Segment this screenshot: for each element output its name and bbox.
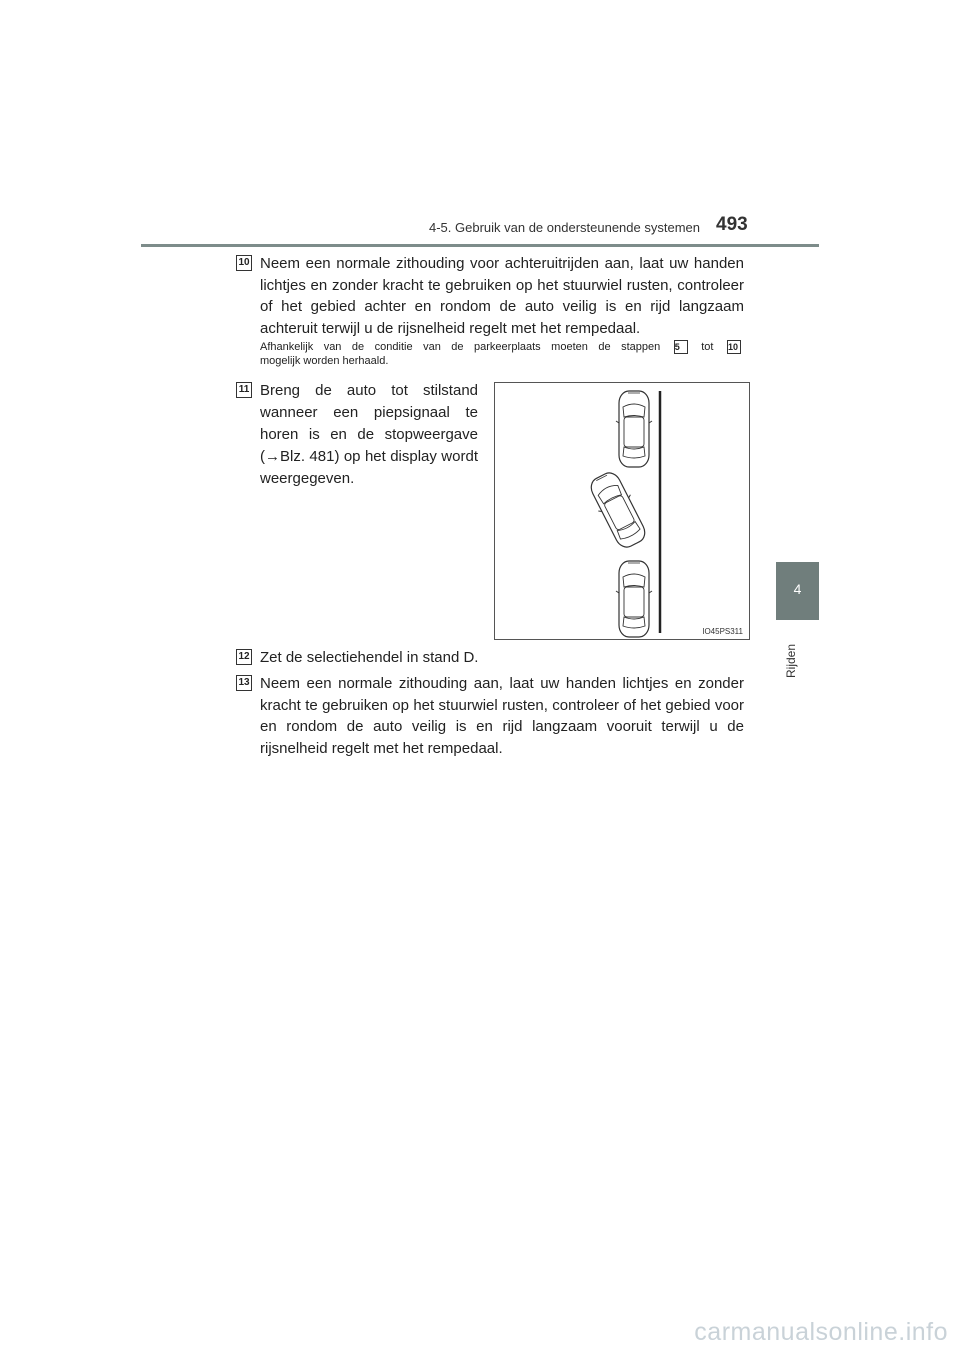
step-badge-11: 11 bbox=[236, 382, 252, 398]
reversing-car bbox=[585, 468, 652, 552]
step-badge-10: 10 bbox=[236, 255, 252, 271]
page-number: 493 bbox=[716, 214, 748, 235]
note-badge-to: 10 bbox=[727, 340, 741, 354]
header-rule bbox=[141, 244, 819, 247]
watermark-text: carmanualsonline.info bbox=[694, 1318, 948, 1346]
note-badge-from: 5 bbox=[674, 340, 688, 354]
header-section-title: 4-5. Gebruik van de ondersteunende systemen bbox=[428, 220, 700, 235]
step-badge-13: 13 bbox=[236, 675, 252, 691]
step-text-13: Neem een normale zithouding aan, laat uw handen lichtjes en zonder kracht te gebruiken op het stuurwiel rusten, controleer of het gebied voor en rondom de auto veilig is en rijd langzaam vooruit terwijl u de rijsnelheid regelt met het rempedaal. bbox=[260, 675, 744, 757]
chapter-label-text: Rijden bbox=[784, 643, 798, 678]
parked-car-front bbox=[616, 391, 652, 467]
step-text-12: Zet de selectiehendel in stand D. bbox=[260, 649, 479, 666]
note-text-mid: tot bbox=[701, 341, 714, 353]
chapter-tab[interactable] bbox=[776, 562, 819, 620]
figure-code: IO45PS311 bbox=[702, 627, 743, 636]
note-text-after: mogelijk worden herhaald. bbox=[260, 355, 389, 368]
step-text-11: Breng de auto tot stilstand wanneer een piepsignaal te horen is en de stopweergave (→Blz. 481) op het display wordt weergegeven. bbox=[260, 382, 478, 487]
chapter-label bbox=[781, 628, 805, 678]
parked-car-rear bbox=[616, 561, 652, 637]
step-text-10: Neem een normale zithouding voor achteruitrijden aan, laat uw handen lichtjes en zonder kracht te gebruiken op het stuurwiel rusten, controleer of het gebied achter en rondom de auto veilig is en rijd langzaam achteruit terwijl u de rijsnelheid regelt met het rempedaal. bbox=[260, 255, 744, 337]
parking-illustration bbox=[495, 383, 751, 641]
chapter-number: 4 bbox=[793, 581, 802, 597]
parking-figure bbox=[494, 382, 750, 640]
step-badge-12: 12 bbox=[236, 649, 252, 665]
repeat-note bbox=[260, 340, 744, 368]
note-text-before: Afhankelijk van de conditie van de parkeerplaats moeten de stappen bbox=[260, 341, 661, 353]
